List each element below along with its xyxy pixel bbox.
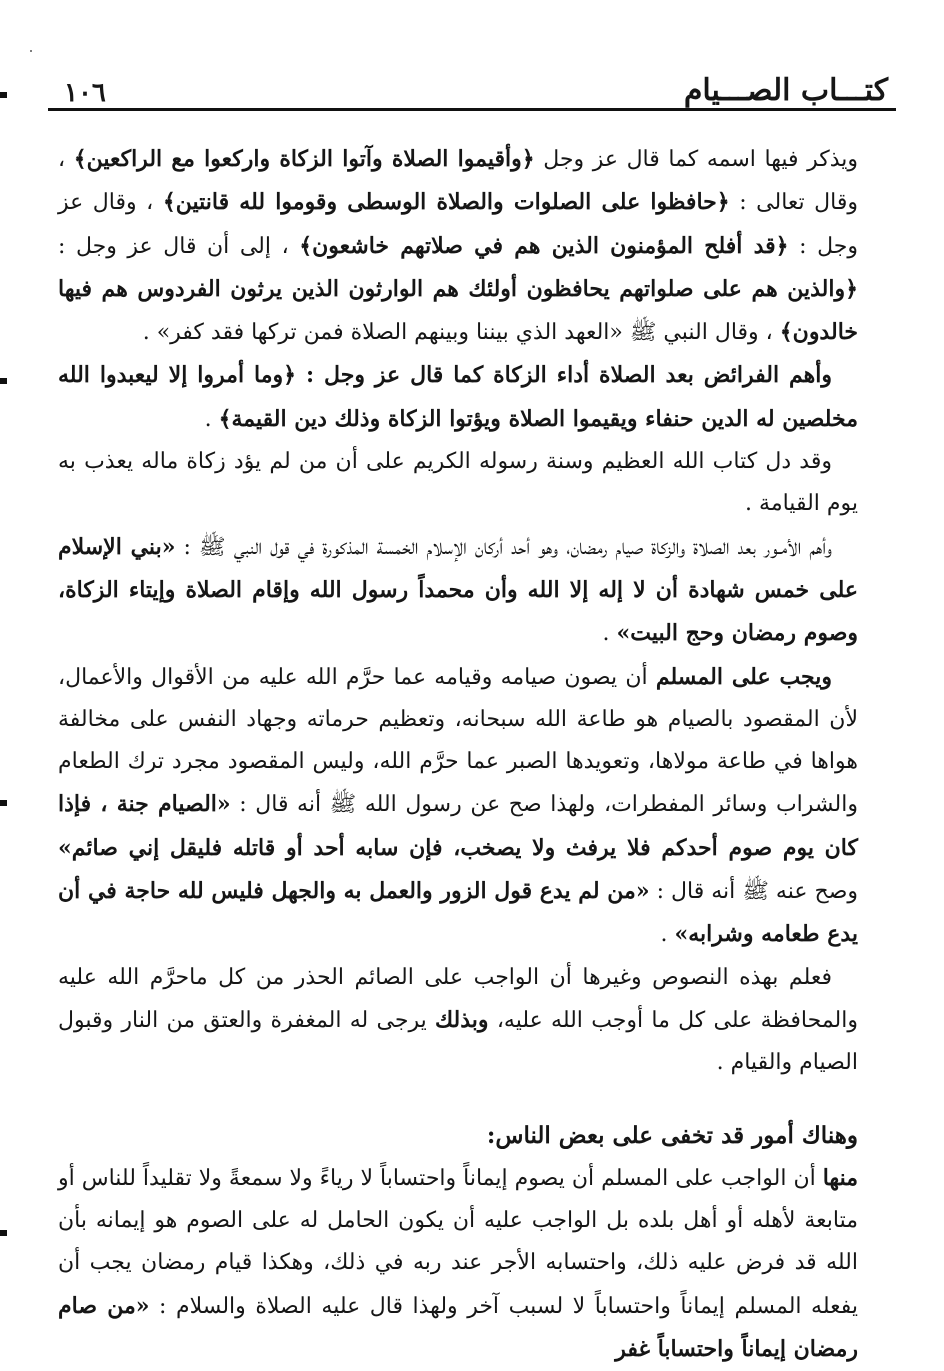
text-span: يرجى له المغفرة والعتق من النار وقبول الصيام والقيام . (58, 1007, 858, 1076)
text-span: أن الواجب على المسلم أن يصوم إيماناً واحتساباً لا رياءً ولا سمعةً ولا تقليداً للناس أو متابعة لأهله أو أهل بلده بل الواجب عليه أن يكون الحامل له على الصوم هو إيمانه بأن الله قد فرض عليه ذلك، واحتسابه الأجر عند ربه في ذلك، وهكذا قيام رمضان يجب أن يفعله المسلم إيماناً واحتساباً لا لسبب آخر ولهذا قال عليه الصلاة والسلام : (58, 1165, 859, 1319)
text-span: وأهم الفرائض بعد الصلاة أداء الزكاة كما قال عز وجل : (296, 362, 833, 389)
text-span: وأهم الأمـور بعد الصلاة والزكاة صيام رمضان، وهو أحد أركان الإسلام الخمسة المذكورة في قول النبي ﷺ : (175, 534, 832, 560)
paragraph (58, 957, 858, 1085)
paragraph (58, 656, 858, 957)
text-span: ، وقال تعالى : (58, 147, 859, 216)
page-header (48, 60, 896, 108)
header-rule (48, 108, 896, 111)
scan-speck (30, 50, 32, 52)
margin-mark (0, 378, 7, 384)
text-span: فعلم بهذه النصوص وغيرها أن الواجب على الصائم الحذر من كل ماحرَّم الله عليه والمحافظة على كل ما أوجب الله عليه، (58, 964, 858, 1033)
quran-quote: ﴿والذين هم على صلواتهم يحافظون أولئك هم الوارثون الذين يرثون الفردوس هم فيها خالدون﴾ (58, 275, 858, 346)
margin-mark (0, 800, 7, 806)
hadith-quote: «الصيام جنة ، فإذا كان يوم صوم أحدكم فلا يرفث ولا يصخب، فإن سابه أحد أو قاتله فليقل إني صائم» (58, 791, 858, 861)
hadith-text: ، وقال النبي ﷺ «العهد الذي بيننا وبينهم الصلاة فمن تركها فقد كفر» . (142, 320, 780, 346)
margin-mark (0, 1230, 7, 1236)
paragraph (58, 354, 858, 441)
page-number: ١٠٦ (64, 78, 106, 108)
spacer (58, 1085, 858, 1115)
text-span: ويجب على المسلم (655, 663, 833, 690)
quran-quote: ﴿قد أفلح المؤمنون الذين هم في صلاتهم خاشعون﴾ (299, 232, 789, 259)
hadith-quote: «بني الإسلام على خمس شهادة أن لا إله إلا الله وأن محمداً رسول الله وإقام الصلاة وإيتاء الزكاة، وصوم رمضان وحج البيت» (58, 533, 858, 647)
paragraph (58, 526, 858, 656)
text-span: وقد دل كتاب الله العظيم وسنة رسوله الكريم على أن من لم يؤد زكاة ماله يعذب به يوم القيامة . (58, 449, 858, 517)
section-heading: وهناك أمور قد تخفى على بعض الناس: (486, 1121, 858, 1149)
text-span: . (660, 922, 675, 948)
quran-quote: ﴿وأقيموا الصلاة وآتوا الزكاة واركعوا مع الراكعين﴾ (73, 146, 535, 172)
book-title: كتـــاب الصـــيام (683, 73, 888, 108)
text-span: ، إلى أن قال عز وجل : (58, 233, 300, 259)
paragraph (58, 138, 858, 354)
hadith-quote: «من صام رمضان إيماناً واحتساباً غفر (58, 1292, 858, 1363)
text-span: ، وقال عز وجل : (58, 190, 858, 259)
margin-mark (0, 92, 7, 98)
body-text (58, 138, 858, 1371)
text-span: منها (822, 1164, 858, 1191)
text-span: ويذكر فيها اسمه كما قال عز وجل (534, 147, 859, 172)
paragraph (58, 1157, 858, 1371)
text-span: وبذلك (435, 1006, 489, 1033)
text-span: وصح عنه ﷺ أنه قال : (649, 879, 858, 905)
text-span: . (204, 406, 219, 432)
quran-quote: ﴿حافظوا على الصلوات والصلاة الوسطى وقوموا لله قانتين﴾ (162, 189, 730, 216)
text-span: . (602, 621, 617, 647)
hadith-quote: «من لم يدع قول الزور والعمل به والجهل فليس لله حاجة في أن يدع طعامه وشرابه» (58, 878, 858, 948)
text-span: أن يصون صيامه وقيامه عما حرَّم الله عليه من الأقوال والأعمال، لأن المقصود بالصيام هو طاعة الله سبحانه، وتعظيم حرماته وجهاد النفس على مخالفة هواها في طاعة مولاها، وتعويدها الصبر عما حرَّم الله، وليس المقصود مجرد ترك الطعام والشراب وسائر المفطرات، ولهذا صح عن رسول الله ﷺ أنه قال : (58, 664, 858, 818)
quran-quote: ﴿وما أمروا إلا ليعبدوا الله مخلصين له الدين حنفاء ويقيموا الصلاة ويؤتوا الزكاة وذلك دين القيمة﴾ (58, 362, 858, 432)
paragraph (58, 441, 858, 526)
